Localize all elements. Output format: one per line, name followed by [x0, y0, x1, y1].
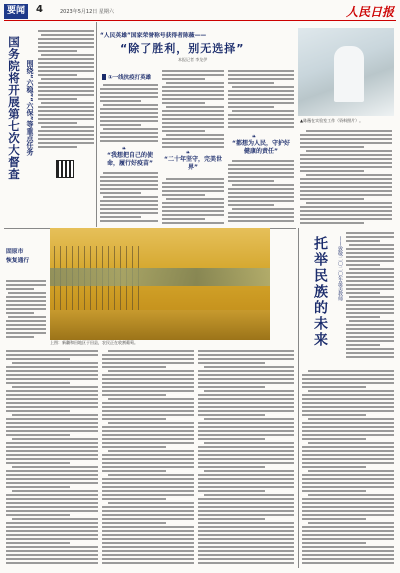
page-number: 4 [36, 4, 43, 15]
scientist-photo [298, 28, 394, 116]
lead-quote-1: “我想把自己的使命，履行好疫苗” [107, 152, 153, 168]
subhead-marker [102, 74, 106, 80]
lead-quote-3: “都想为人民，守护好健康的责任” [232, 140, 290, 156]
lead-body-col2-b [162, 178, 224, 226]
lead-headline: “除了胜利，别无选择” [120, 42, 245, 55]
bottom-col-2 [102, 350, 194, 568]
feature-intro [346, 232, 394, 362]
quote-icon: ❝ [252, 134, 256, 142]
column-divider [298, 228, 299, 568]
left-story-body [38, 30, 94, 152]
bottom-col-1 [6, 350, 98, 568]
quote-icon: ❝ [186, 150, 190, 158]
side-tag-line1: 固原市 [6, 249, 24, 255]
page-header [4, 3, 396, 21]
right-top-body [300, 130, 392, 226]
qr-code-icon [56, 160, 74, 178]
side-story-body [6, 280, 46, 340]
newspaper-logo: 人民日报 [345, 5, 394, 19]
feature-body [302, 370, 394, 568]
lead-body-col1-b [100, 172, 158, 226]
lead-body-col1-a [100, 84, 158, 144]
vineyard-photo [50, 228, 270, 340]
feature-subtitle: ——致敬二〇二〇年最美教师 [337, 236, 343, 301]
lead-subhead-1: ①一线抗疫打英雄 [108, 75, 152, 81]
left-story-title: 国务院将开展第七次大督查 [7, 36, 21, 180]
side-story-tag [6, 248, 46, 265]
issue-date: 2023年5月12日 星期六 [60, 9, 114, 15]
lead-kicker: “人民英雄”国家荣誉称号获得者陈薇—— [100, 33, 207, 39]
vineyard-caption: 上图：新疆和田地区于田县，农民正在收割葡萄。 [50, 340, 138, 345]
side-tag-line2: 恢复通行 [6, 257, 30, 264]
column-divider [96, 22, 97, 227]
lead-subhead-2: “二十年坚守，完美世界” [164, 156, 222, 172]
quote-icon: ❝ [122, 146, 126, 154]
left-story-subtitle: 围绕“六稳”“六保”等重点任务 [26, 60, 34, 156]
lead-body-col3-a [228, 70, 294, 132]
photo-caption: ▲陈薇在实验室工作（资料照片）。 [300, 118, 364, 123]
section-label: 要闻 [4, 4, 28, 19]
feature-title: 托举民族的未来 [312, 236, 328, 348]
lead-body-col3-b [228, 160, 294, 226]
lead-byline: 本报记者 李龙伊 [178, 57, 208, 62]
lead-body-col2-a [162, 70, 224, 150]
bottom-col-3 [198, 350, 294, 568]
